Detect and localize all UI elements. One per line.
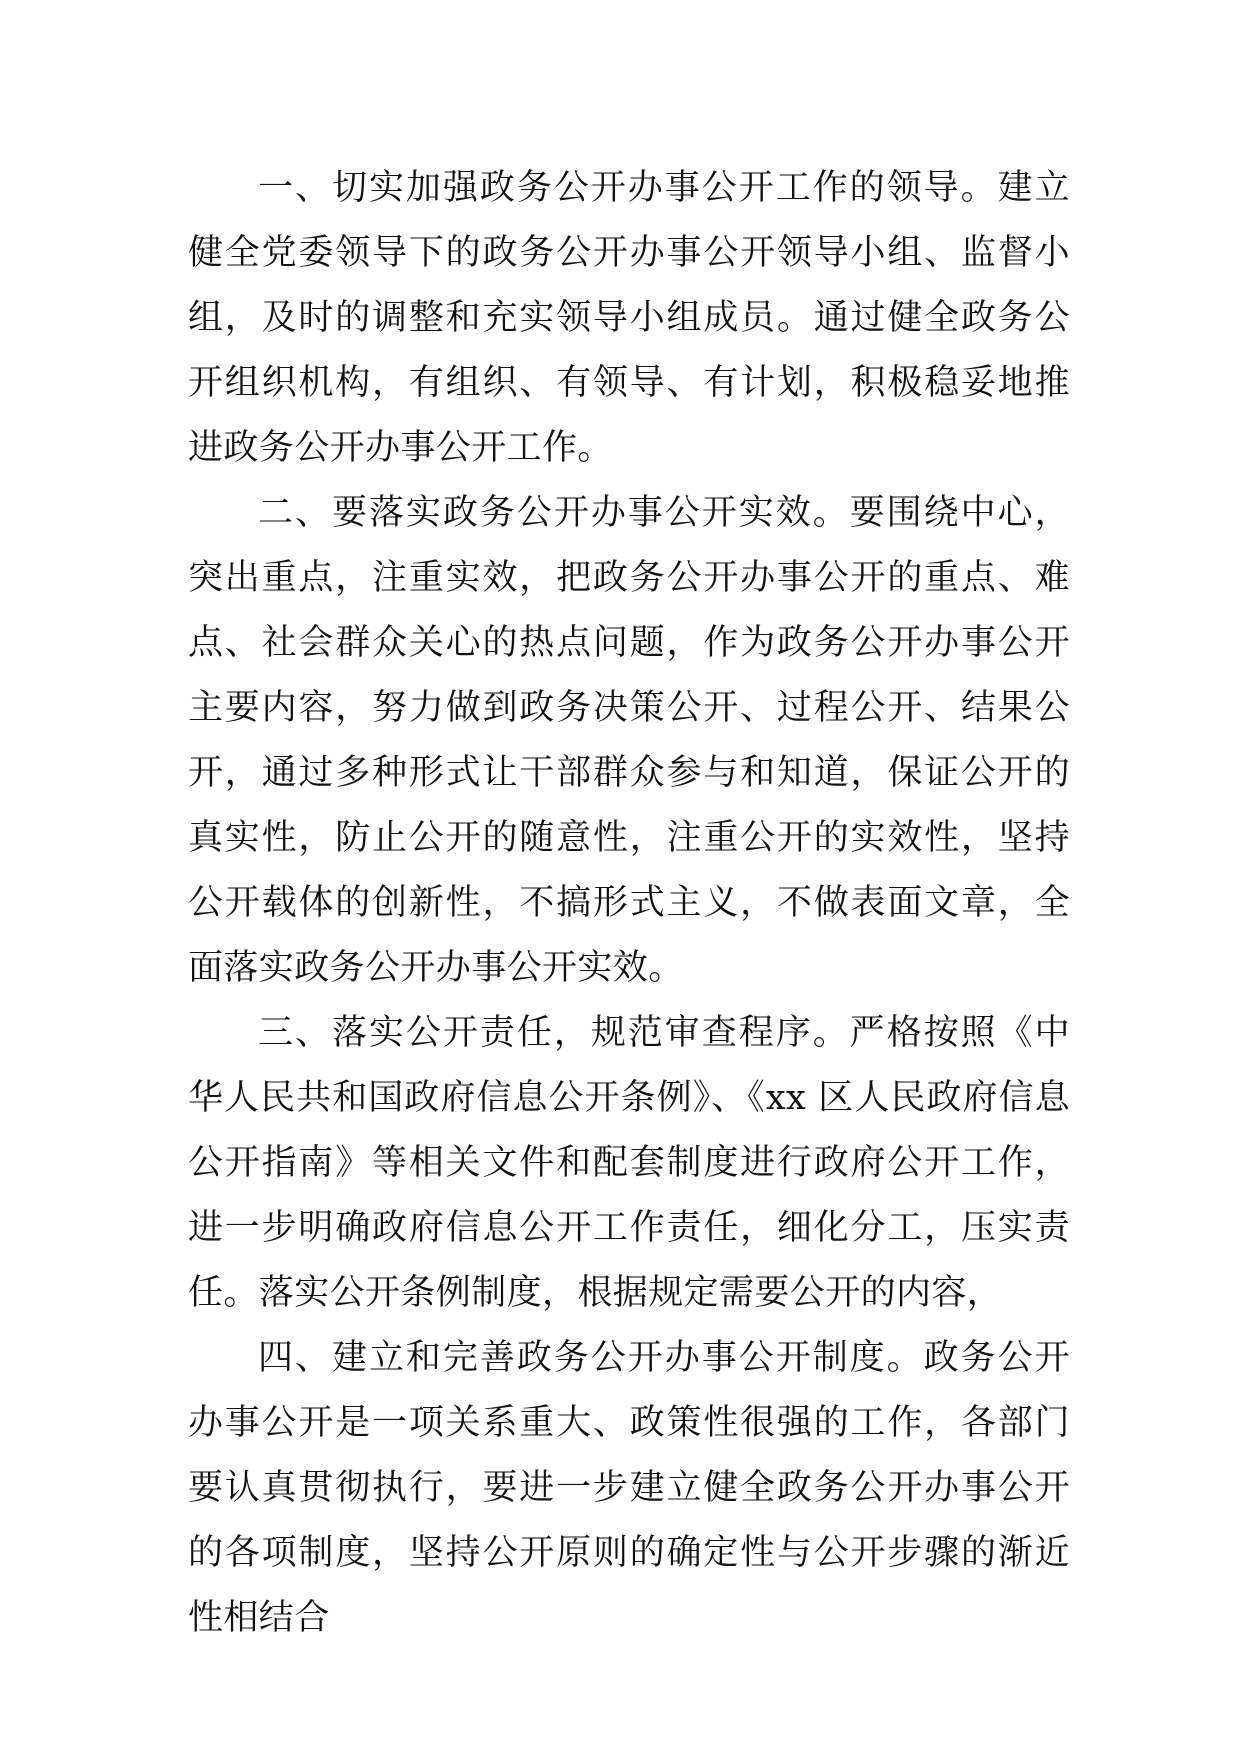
paragraph-2: 二、要落实政务公开办事公开实效。要围绕中心，突出重点，注重实效，把政务公开办事公开的重点、难点、社会群众关心的热点问题，作为政务公开办事公开主要内容，努力做到政务决策公开、过程公开、结果公开，通过多种形式让干部群众参与和知道，保证公开的真实性，防止公开的随意性，注重公开的实效性，坚持公开载体的创新性，不搞形式主义，不做表面文章，全面落实政务公开办事公开实效。: [188, 493, 1070, 988]
paragraph-4: 四、建立和完善政务公开办事公开制度。政务公开办事公开是一项关系重大、政策性很强的工作，各部门要认真贯彻执行，要进一步建立健全政务公开办事公开的各项制度，坚持公开原则的确定性与公开步骤的渐近性相结合: [188, 1338, 1070, 1638]
paragraph-3: 三、落实公开责任，规范审查程序。严格按照《中华人民共和国政府信息公开条例》、《xx 区人民政府信息公开指南》等相关文件和配套制度进行政府公开工作，进一步明确政府信息公开工作责任，细化分工，压实责任。落实公开条例制度，根据规定需要公开的内容，: [188, 1013, 1070, 1313]
paragraph-1: 一、切实加强政务公开办事公开工作的领导。建立健全党委领导下的政务公开办事公开领导小组、监督小组，及时的调整和充实领导小组成员。通过健全政务公开组织机构，有组织、有领导、有计划，积极稳妥地推进政务公开办事公开工作。: [188, 168, 1070, 468]
